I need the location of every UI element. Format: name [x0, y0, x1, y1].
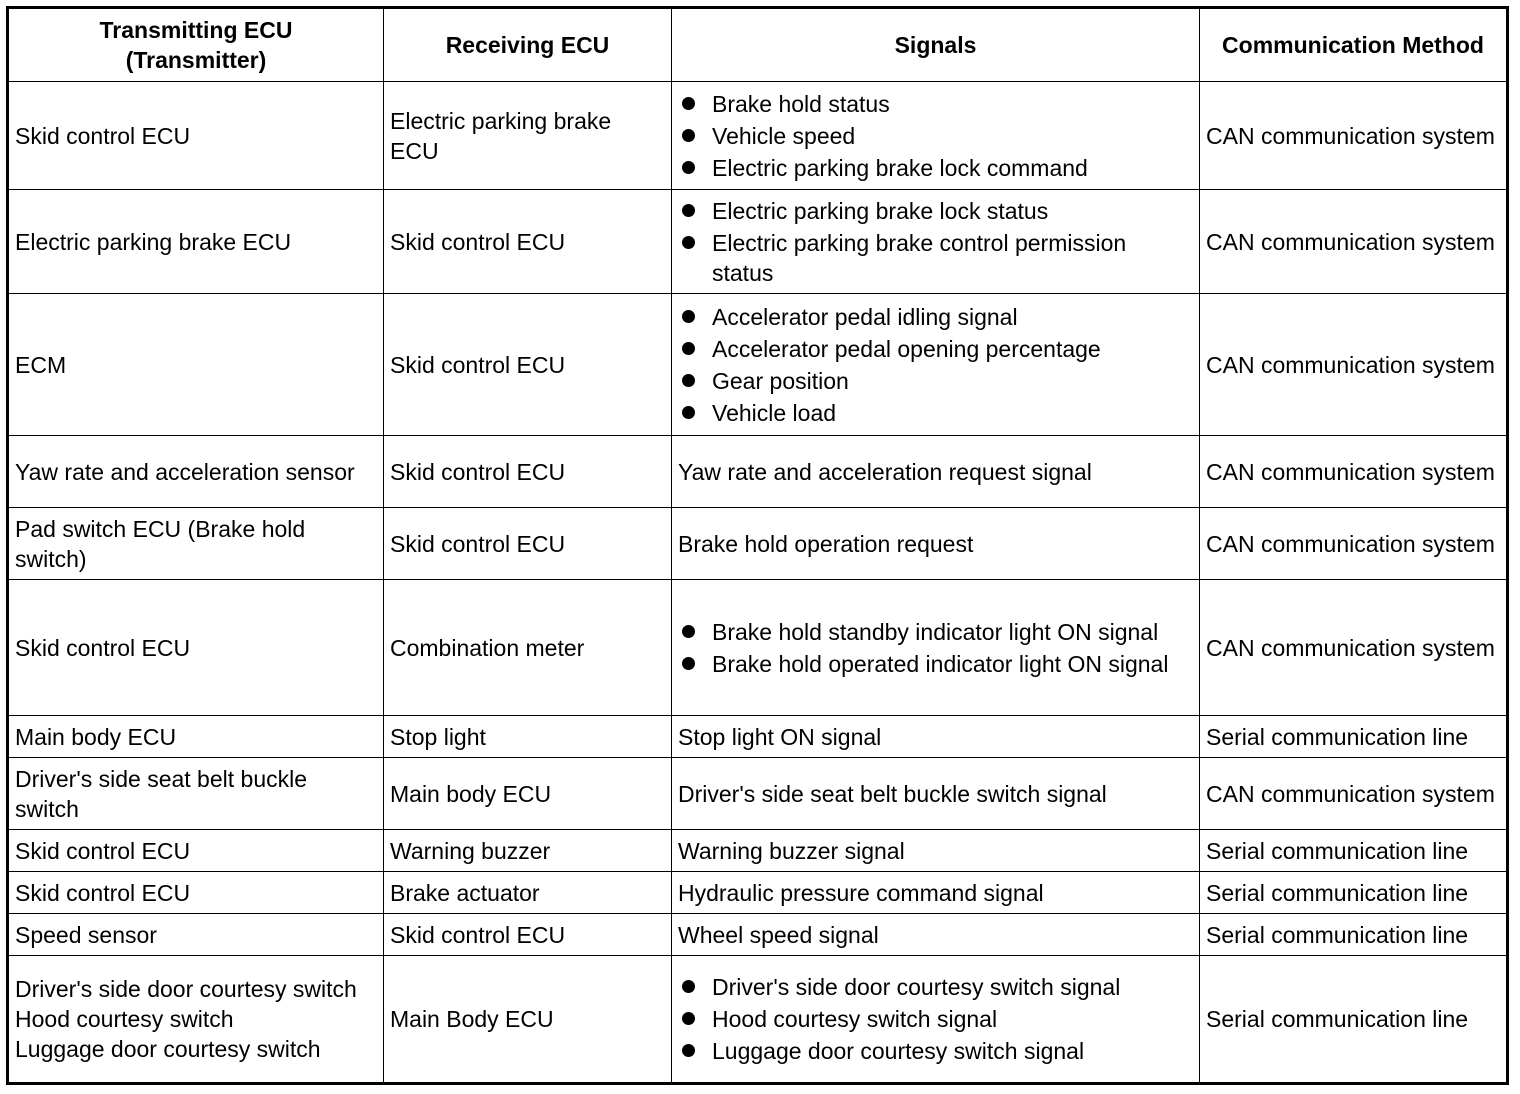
transmitter-cell: Speed sensor	[8, 914, 384, 956]
signal-item: Electric parking brake control permission status	[678, 228, 1193, 288]
signal-list	[678, 302, 1193, 428]
signal-item: Brake hold standby indicator light ON signal	[678, 617, 1193, 647]
table-row	[8, 580, 1508, 716]
method-cell: Serial communication line	[1200, 956, 1508, 1084]
table-row	[8, 716, 1508, 758]
table-row	[8, 190, 1508, 294]
signal-item: Electric parking brake lock command	[678, 153, 1193, 183]
signal-item: Brake hold status	[678, 89, 1193, 119]
method-cell: CAN communication system	[1200, 758, 1508, 830]
method-cell: Serial communication line	[1200, 830, 1508, 872]
table-row	[8, 436, 1508, 508]
signal-item: Accelerator pedal idling signal	[678, 302, 1193, 332]
ecu-communication-table	[6, 6, 1509, 1085]
transmitter-cell: Main body ECU	[8, 716, 384, 758]
transmitter-cell: Skid control ECU	[8, 872, 384, 914]
method-cell: CAN communication system	[1200, 190, 1508, 294]
signal-item: Luggage door courtesy switch signal	[678, 1036, 1193, 1066]
signals-cell	[672, 82, 1200, 190]
signals-cell: Warning buzzer signal	[672, 830, 1200, 872]
signals-cell	[672, 294, 1200, 436]
transmitter-cell: Skid control ECU	[8, 580, 384, 716]
table-row	[8, 956, 1508, 1084]
signal-item: Accelerator pedal opening percentage	[678, 334, 1193, 364]
receiver-cell: Electric parking brake ECU	[384, 82, 672, 190]
receiver-cell: Skid control ECU	[384, 294, 672, 436]
signal-item: Brake hold operated indicator light ON signal	[678, 649, 1193, 679]
signal-item: Driver's side door courtesy switch signal	[678, 972, 1193, 1002]
method-cell: Serial communication line	[1200, 872, 1508, 914]
signal-item: Vehicle load	[678, 398, 1193, 428]
signals-cell: Hydraulic pressure command signal	[672, 872, 1200, 914]
transmitter-cell: Pad switch ECU (Brake hold switch)	[8, 508, 384, 580]
method-cell: CAN communication system	[1200, 294, 1508, 436]
receiver-cell: Skid control ECU	[384, 914, 672, 956]
method-cell: CAN communication system	[1200, 508, 1508, 580]
table-row	[8, 758, 1508, 830]
table-row	[8, 914, 1508, 956]
signal-item: Electric parking brake lock status	[678, 196, 1193, 226]
receiver-cell: Stop light	[384, 716, 672, 758]
header-receiving-ecu: Receiving ECU	[384, 8, 672, 82]
signal-list	[678, 196, 1193, 288]
transmitter-cell: ECM	[8, 294, 384, 436]
transmitter-cell: Yaw rate and acceleration sensor	[8, 436, 384, 508]
transmitter-cell: Skid control ECU	[8, 82, 384, 190]
transmitter-line: Driver's side door courtesy switch	[15, 976, 357, 1002]
signal-list	[678, 617, 1193, 679]
receiver-cell: Warning buzzer	[384, 830, 672, 872]
receiver-cell: Combination meter	[384, 580, 672, 716]
table-row	[8, 508, 1508, 580]
receiver-cell: Main Body ECU	[384, 956, 672, 1084]
signals-cell	[672, 190, 1200, 294]
method-cell: CAN communication system	[1200, 436, 1508, 508]
header-transmitting-ecu: Transmitting ECU (Transmitter)	[8, 8, 384, 82]
method-cell: Serial communication line	[1200, 716, 1508, 758]
signal-item: Hood courtesy switch signal	[678, 1004, 1193, 1034]
table-row	[8, 294, 1508, 436]
signals-cell	[672, 580, 1200, 716]
receiver-cell: Brake actuator	[384, 872, 672, 914]
signals-cell: Driver's side seat belt buckle switch signal	[672, 758, 1200, 830]
method-cell: Serial communication line	[1200, 914, 1508, 956]
table-row	[8, 82, 1508, 190]
transmitter-cell: Electric parking brake ECU	[8, 190, 384, 294]
signal-list	[678, 972, 1193, 1066]
method-cell: CAN communication system	[1200, 580, 1508, 716]
receiver-cell: Skid control ECU	[384, 190, 672, 294]
receiver-cell: Main body ECU	[384, 758, 672, 830]
table-row	[8, 872, 1508, 914]
table-row	[8, 830, 1508, 872]
header-signals: Signals	[672, 8, 1200, 82]
transmitter-cell: Driver's side seat belt buckle switch	[8, 758, 384, 830]
transmitter-line: Hood courtesy switch	[15, 1006, 234, 1032]
signals-cell: Brake hold operation request	[672, 508, 1200, 580]
signals-cell: Stop light ON signal	[672, 716, 1200, 758]
transmitter-line: Luggage door courtesy switch	[15, 1036, 321, 1062]
signals-cell: Wheel speed signal	[672, 914, 1200, 956]
receiver-cell: Skid control ECU	[384, 436, 672, 508]
header-row	[8, 8, 1508, 82]
transmitter-cell: Skid control ECU	[8, 830, 384, 872]
signal-item: Gear position	[678, 366, 1193, 396]
header-communication-method: Communication Method	[1200, 8, 1508, 82]
signals-cell	[672, 956, 1200, 1084]
signals-cell: Yaw rate and acceleration request signal	[672, 436, 1200, 508]
signal-item: Vehicle speed	[678, 121, 1193, 151]
signal-list	[678, 89, 1193, 183]
method-cell: CAN communication system	[1200, 82, 1508, 190]
receiver-cell: Skid control ECU	[384, 508, 672, 580]
transmitter-cell	[8, 956, 384, 1084]
